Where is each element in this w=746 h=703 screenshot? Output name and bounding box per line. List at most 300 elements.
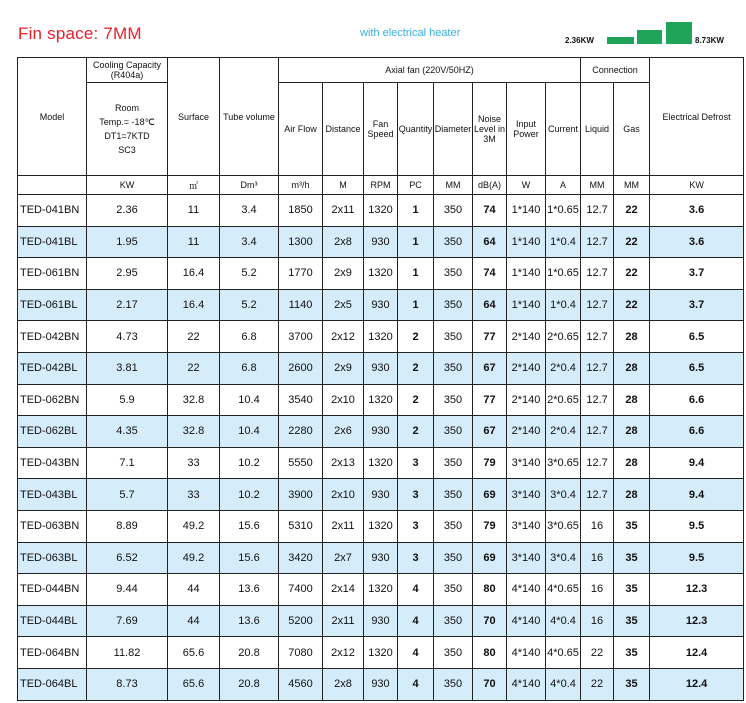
- table-row: [18, 637, 744, 669]
- value-cell: 33: [168, 479, 220, 511]
- legend-bar-medium: [637, 30, 662, 44]
- unit-cell: Dm³: [220, 176, 279, 195]
- value-cell: 9.4: [650, 479, 744, 511]
- value-cell: 2x10: [323, 479, 364, 511]
- value-cell: 1320: [364, 195, 398, 227]
- value-cell: 6.8: [220, 352, 279, 384]
- value-cell: 2.36: [87, 195, 168, 227]
- subtitle: with electrical heater: [360, 27, 461, 39]
- value-cell: 12.7: [581, 195, 614, 227]
- value-cell: 1: [398, 258, 434, 290]
- table-row: [18, 447, 744, 479]
- axial-fan-header: Axial fan (220V/50HZ): [279, 58, 581, 83]
- value-cell: 2x11: [323, 195, 364, 227]
- value-cell: 350: [434, 510, 473, 542]
- value-cell: 3: [398, 510, 434, 542]
- value-cell: 1320: [364, 321, 398, 353]
- model-cell: TED-062BL: [18, 416, 87, 448]
- value-cell: 22: [614, 258, 650, 290]
- value-cell: 1*140: [507, 258, 546, 290]
- room-line-4: SC3: [118, 145, 136, 155]
- value-cell: 1*140: [507, 195, 546, 227]
- value-cell: 350: [434, 637, 473, 669]
- value-cell: 28: [614, 416, 650, 448]
- value-cell: 1: [398, 289, 434, 321]
- value-cell: 350: [434, 352, 473, 384]
- value-cell: 1320: [364, 447, 398, 479]
- unit-cell: MM: [434, 176, 473, 195]
- value-cell: 28: [614, 384, 650, 416]
- value-cell: 20.8: [220, 668, 279, 700]
- value-cell: 12.7: [581, 479, 614, 511]
- value-cell: 3: [398, 542, 434, 574]
- value-cell: 3.81: [87, 352, 168, 384]
- value-cell: 1320: [364, 384, 398, 416]
- value-cell: 1*0.65: [546, 258, 581, 290]
- value-cell: 22: [168, 352, 220, 384]
- value-cell: 3*140: [507, 447, 546, 479]
- value-cell: 3.4: [220, 195, 279, 227]
- value-cell: 13.6: [220, 605, 279, 637]
- value-cell: 11.82: [87, 637, 168, 669]
- value-cell: 1*0.4: [546, 289, 581, 321]
- value-cell: 9.4: [650, 447, 744, 479]
- value-cell: 2*0.65: [546, 384, 581, 416]
- value-cell: 2x10: [323, 384, 364, 416]
- value-cell: 1: [398, 226, 434, 258]
- value-cell: 2x8: [323, 668, 364, 700]
- value-cell: 3: [398, 479, 434, 511]
- value-cell: 69: [473, 542, 507, 574]
- value-cell: 67: [473, 416, 507, 448]
- table-row: [18, 605, 744, 637]
- value-cell: 74: [473, 195, 507, 227]
- value-cell: 70: [473, 668, 507, 700]
- value-cell: 930: [364, 542, 398, 574]
- value-cell: 350: [434, 416, 473, 448]
- model-cell: TED-061BN: [18, 258, 87, 290]
- value-cell: 6.5: [650, 352, 744, 384]
- value-cell: 11: [168, 195, 220, 227]
- value-cell: 2*0.65: [546, 321, 581, 353]
- unit-cell: dB(A): [473, 176, 507, 195]
- cooling-capacity-header: Cooling Capacity (R404a): [87, 58, 168, 83]
- value-cell: 9.5: [650, 510, 744, 542]
- value-cell: 2x13: [323, 447, 364, 479]
- value-cell: 4.35: [87, 416, 168, 448]
- value-cell: 12.7: [581, 384, 614, 416]
- value-cell: 1140: [279, 289, 323, 321]
- spec-table: [17, 57, 744, 701]
- value-cell: 4*140: [507, 574, 546, 606]
- table-row: [18, 258, 744, 290]
- value-cell: 79: [473, 510, 507, 542]
- model-header: Model: [18, 58, 87, 176]
- liquid-header: Liquid: [581, 83, 614, 176]
- unit-cell: KW: [87, 176, 168, 195]
- value-cell: 4*0.65: [546, 637, 581, 669]
- fin-space-title: Fin space: 7MM: [18, 24, 142, 43]
- model-cell: TED-064BN: [18, 637, 87, 669]
- value-cell: 12.7: [581, 416, 614, 448]
- value-cell: 3: [398, 447, 434, 479]
- value-cell: 930: [364, 352, 398, 384]
- value-cell: 930: [364, 605, 398, 637]
- value-cell: 77: [473, 321, 507, 353]
- value-cell: 10.4: [220, 384, 279, 416]
- value-cell: 1*140: [507, 226, 546, 258]
- value-cell: 3*0.65: [546, 510, 581, 542]
- value-cell: 1850: [279, 195, 323, 227]
- value-cell: 7.69: [87, 605, 168, 637]
- electrical-defrost-header: Electrical Defrost: [650, 58, 744, 176]
- value-cell: 2x9: [323, 352, 364, 384]
- value-cell: 350: [434, 321, 473, 353]
- value-cell: 2*140: [507, 416, 546, 448]
- value-cell: 1320: [364, 574, 398, 606]
- table-row: [18, 542, 744, 574]
- value-cell: 2280: [279, 416, 323, 448]
- table-row: [18, 321, 744, 353]
- value-cell: 12.4: [650, 668, 744, 700]
- value-cell: 35: [614, 542, 650, 574]
- distance-header: Distance: [323, 83, 364, 176]
- model-cell: TED-044BL: [18, 605, 87, 637]
- value-cell: 2x14: [323, 574, 364, 606]
- value-cell: 15.6: [220, 542, 279, 574]
- value-cell: 32.8: [168, 416, 220, 448]
- value-cell: 3540: [279, 384, 323, 416]
- value-cell: 2.17: [87, 289, 168, 321]
- value-cell: 3*140: [507, 542, 546, 574]
- value-cell: 3.6: [650, 226, 744, 258]
- value-cell: 28: [614, 447, 650, 479]
- value-cell: 80: [473, 637, 507, 669]
- table-row: [18, 226, 744, 258]
- value-cell: 2*140: [507, 321, 546, 353]
- model-cell: TED-061BL: [18, 289, 87, 321]
- fan-speed-header: Fan Speed: [364, 83, 398, 176]
- unit-cell: W: [507, 176, 546, 195]
- model-cell: TED-063BN: [18, 510, 87, 542]
- model-cell: TED-064BL: [18, 668, 87, 700]
- value-cell: 12.7: [581, 352, 614, 384]
- value-cell: 4*140: [507, 668, 546, 700]
- value-cell: 4.73: [87, 321, 168, 353]
- value-cell: 350: [434, 289, 473, 321]
- value-cell: 16.4: [168, 258, 220, 290]
- value-cell: 44: [168, 574, 220, 606]
- value-cell: 2x7: [323, 542, 364, 574]
- value-cell: 64: [473, 226, 507, 258]
- value-cell: 6.5: [650, 321, 744, 353]
- room-condition-header: [87, 83, 168, 176]
- table-row: [18, 668, 744, 700]
- model-cell: TED-041BN: [18, 195, 87, 227]
- value-cell: 4*140: [507, 605, 546, 637]
- value-cell: 930: [364, 479, 398, 511]
- value-cell: 930: [364, 416, 398, 448]
- value-cell: 9.44: [87, 574, 168, 606]
- value-cell: 2.95: [87, 258, 168, 290]
- value-cell: 1: [398, 195, 434, 227]
- table-row: [18, 384, 744, 416]
- model-cell: TED-041BL: [18, 226, 87, 258]
- value-cell: 70: [473, 605, 507, 637]
- value-cell: 4*140: [507, 637, 546, 669]
- value-cell: 3*0.4: [546, 542, 581, 574]
- legend-low-label: 2.36KW: [565, 36, 594, 45]
- value-cell: 4: [398, 574, 434, 606]
- value-cell: 4: [398, 637, 434, 669]
- value-cell: 12.7: [581, 321, 614, 353]
- value-cell: 350: [434, 384, 473, 416]
- value-cell: 3.4: [220, 226, 279, 258]
- room-line-2: Temp.= -18℃: [99, 117, 155, 127]
- value-cell: 1*140: [507, 289, 546, 321]
- value-cell: 32.8: [168, 384, 220, 416]
- value-cell: 10.4: [220, 416, 279, 448]
- value-cell: 22: [581, 668, 614, 700]
- value-cell: 12.3: [650, 574, 744, 606]
- value-cell: 350: [434, 447, 473, 479]
- value-cell: 1320: [364, 510, 398, 542]
- value-cell: 350: [434, 668, 473, 700]
- value-cell: 4*0.4: [546, 605, 581, 637]
- value-cell: 28: [614, 352, 650, 384]
- value-cell: 5.9: [87, 384, 168, 416]
- value-cell: 3*0.4: [546, 479, 581, 511]
- value-cell: 2x5: [323, 289, 364, 321]
- value-cell: 1320: [364, 637, 398, 669]
- value-cell: 2: [398, 321, 434, 353]
- value-cell: 16: [581, 542, 614, 574]
- value-cell: 2600: [279, 352, 323, 384]
- value-cell: 3*140: [507, 510, 546, 542]
- value-cell: 2x12: [323, 637, 364, 669]
- table-row: [18, 352, 744, 384]
- value-cell: 3900: [279, 479, 323, 511]
- value-cell: 5.2: [220, 289, 279, 321]
- value-cell: 4*0.65: [546, 574, 581, 606]
- value-cell: 11: [168, 226, 220, 258]
- value-cell: 6.6: [650, 416, 744, 448]
- value-cell: 4: [398, 668, 434, 700]
- value-cell: 65.6: [168, 637, 220, 669]
- value-cell: 3700: [279, 321, 323, 353]
- room-line-1: Room: [114, 103, 139, 113]
- value-cell: 1770: [279, 258, 323, 290]
- value-cell: 80: [473, 574, 507, 606]
- value-cell: 22: [614, 195, 650, 227]
- value-cell: 20.8: [220, 637, 279, 669]
- value-cell: 12.7: [581, 447, 614, 479]
- value-cell: 7080: [279, 637, 323, 669]
- table-row: [18, 195, 744, 227]
- value-cell: 49.2: [168, 542, 220, 574]
- value-cell: 350: [434, 479, 473, 511]
- value-cell: 79: [473, 447, 507, 479]
- value-cell: 2x6: [323, 416, 364, 448]
- value-cell: 12.4: [650, 637, 744, 669]
- value-cell: 1*0.4: [546, 226, 581, 258]
- model-cell: TED-062BN: [18, 384, 87, 416]
- value-cell: 4*0.4: [546, 668, 581, 700]
- value-cell: 930: [364, 289, 398, 321]
- value-cell: 9.5: [650, 542, 744, 574]
- value-cell: 1320: [364, 258, 398, 290]
- value-cell: 1.95: [87, 226, 168, 258]
- value-cell: 64: [473, 289, 507, 321]
- unit-blank: [18, 176, 87, 195]
- value-cell: 1*0.65: [546, 195, 581, 227]
- legend-bar-small: [607, 37, 634, 44]
- value-cell: 2*0.4: [546, 352, 581, 384]
- legend-high-label: 8.73KW: [695, 36, 724, 45]
- value-cell: 3*140: [507, 479, 546, 511]
- model-cell: TED-044BN: [18, 574, 87, 606]
- value-cell: 2x12: [323, 321, 364, 353]
- value-cell: 35: [614, 637, 650, 669]
- value-cell: 28: [614, 479, 650, 511]
- value-cell: 35: [614, 668, 650, 700]
- value-cell: 3.7: [650, 289, 744, 321]
- value-cell: 49.2: [168, 510, 220, 542]
- value-cell: 77: [473, 384, 507, 416]
- value-cell: 4: [398, 605, 434, 637]
- value-cell: 3.6: [650, 195, 744, 227]
- table-row: [18, 574, 744, 606]
- diameter-header: Diameter: [434, 83, 473, 176]
- air-flow-header: Air Flow: [279, 83, 323, 176]
- value-cell: 2*140: [507, 352, 546, 384]
- value-cell: 6.8: [220, 321, 279, 353]
- value-cell: 22: [614, 226, 650, 258]
- value-cell: 1300: [279, 226, 323, 258]
- value-cell: 3.7: [650, 258, 744, 290]
- legend-bar-large: [666, 22, 692, 44]
- table-row: [18, 510, 744, 542]
- value-cell: 7400: [279, 574, 323, 606]
- value-cell: 2x9: [323, 258, 364, 290]
- value-cell: 12.7: [581, 289, 614, 321]
- room-line-3: DT1=7KTD: [104, 131, 150, 141]
- value-cell: 2x11: [323, 605, 364, 637]
- value-cell: 16: [581, 574, 614, 606]
- value-cell: 16: [581, 605, 614, 637]
- table-body: [18, 195, 744, 701]
- connection-header: Connection: [581, 58, 650, 83]
- table-row: [18, 479, 744, 511]
- value-cell: 69: [473, 479, 507, 511]
- unit-cell: PC: [398, 176, 434, 195]
- table-row: [18, 416, 744, 448]
- value-cell: 6.6: [650, 384, 744, 416]
- model-cell: TED-042BN: [18, 321, 87, 353]
- value-cell: 28: [614, 321, 650, 353]
- value-cell: 4560: [279, 668, 323, 700]
- table-row: [18, 289, 744, 321]
- surface-header: Surface: [168, 58, 220, 176]
- value-cell: 5.2: [220, 258, 279, 290]
- unit-cell: ㎡: [168, 176, 220, 195]
- value-cell: 2*140: [507, 384, 546, 416]
- value-cell: 3*0.65: [546, 447, 581, 479]
- value-cell: 5.7: [87, 479, 168, 511]
- unit-cell: M: [323, 176, 364, 195]
- unit-cell: A: [546, 176, 581, 195]
- gas-header: Gas: [614, 83, 650, 176]
- noise-header: Noise Level in 3M: [473, 83, 507, 176]
- value-cell: 350: [434, 605, 473, 637]
- value-cell: 2: [398, 416, 434, 448]
- input-power-header: Input Power: [507, 83, 546, 176]
- value-cell: 2*0.4: [546, 416, 581, 448]
- value-cell: 930: [364, 226, 398, 258]
- value-cell: 22: [614, 289, 650, 321]
- model-cell: TED-043BL: [18, 479, 87, 511]
- value-cell: 35: [614, 510, 650, 542]
- value-cell: 13.6: [220, 574, 279, 606]
- value-cell: 35: [614, 574, 650, 606]
- value-cell: 350: [434, 542, 473, 574]
- quantity-header: Quantity: [398, 83, 434, 176]
- value-cell: 16: [581, 510, 614, 542]
- value-cell: 2x8: [323, 226, 364, 258]
- value-cell: 65.6: [168, 668, 220, 700]
- value-cell: 8.73: [87, 668, 168, 700]
- value-cell: 12.7: [581, 258, 614, 290]
- tube-volume-header: Tube volume: [220, 58, 279, 176]
- value-cell: 350: [434, 195, 473, 227]
- unit-cell: RPM: [364, 176, 398, 195]
- value-cell: 2: [398, 352, 434, 384]
- value-cell: 350: [434, 258, 473, 290]
- value-cell: 16.4: [168, 289, 220, 321]
- unit-cell: MM: [614, 176, 650, 195]
- value-cell: 10.2: [220, 447, 279, 479]
- value-cell: 15.6: [220, 510, 279, 542]
- value-cell: 74: [473, 258, 507, 290]
- model-cell: TED-042BL: [18, 352, 87, 384]
- value-cell: 5550: [279, 447, 323, 479]
- value-cell: 5200: [279, 605, 323, 637]
- current-header: Current: [546, 83, 581, 176]
- model-cell: TED-063BL: [18, 542, 87, 574]
- value-cell: 7.1: [87, 447, 168, 479]
- value-cell: 35: [614, 605, 650, 637]
- value-cell: 6.52: [87, 542, 168, 574]
- value-cell: 33: [168, 447, 220, 479]
- unit-cell: MM: [581, 176, 614, 195]
- value-cell: 22: [168, 321, 220, 353]
- value-cell: 8.89: [87, 510, 168, 542]
- value-cell: 12.3: [650, 605, 744, 637]
- value-cell: 930: [364, 668, 398, 700]
- value-cell: 44: [168, 605, 220, 637]
- value-cell: 2: [398, 384, 434, 416]
- value-cell: 5310: [279, 510, 323, 542]
- value-cell: 2x11: [323, 510, 364, 542]
- value-cell: 3420: [279, 542, 323, 574]
- value-cell: 350: [434, 574, 473, 606]
- value-cell: 22: [581, 637, 614, 669]
- capacity-legend: [565, 22, 743, 48]
- unit-cell: KW: [650, 176, 744, 195]
- value-cell: 10.2: [220, 479, 279, 511]
- unit-cell: m³/h: [279, 176, 323, 195]
- value-cell: 12.7: [581, 226, 614, 258]
